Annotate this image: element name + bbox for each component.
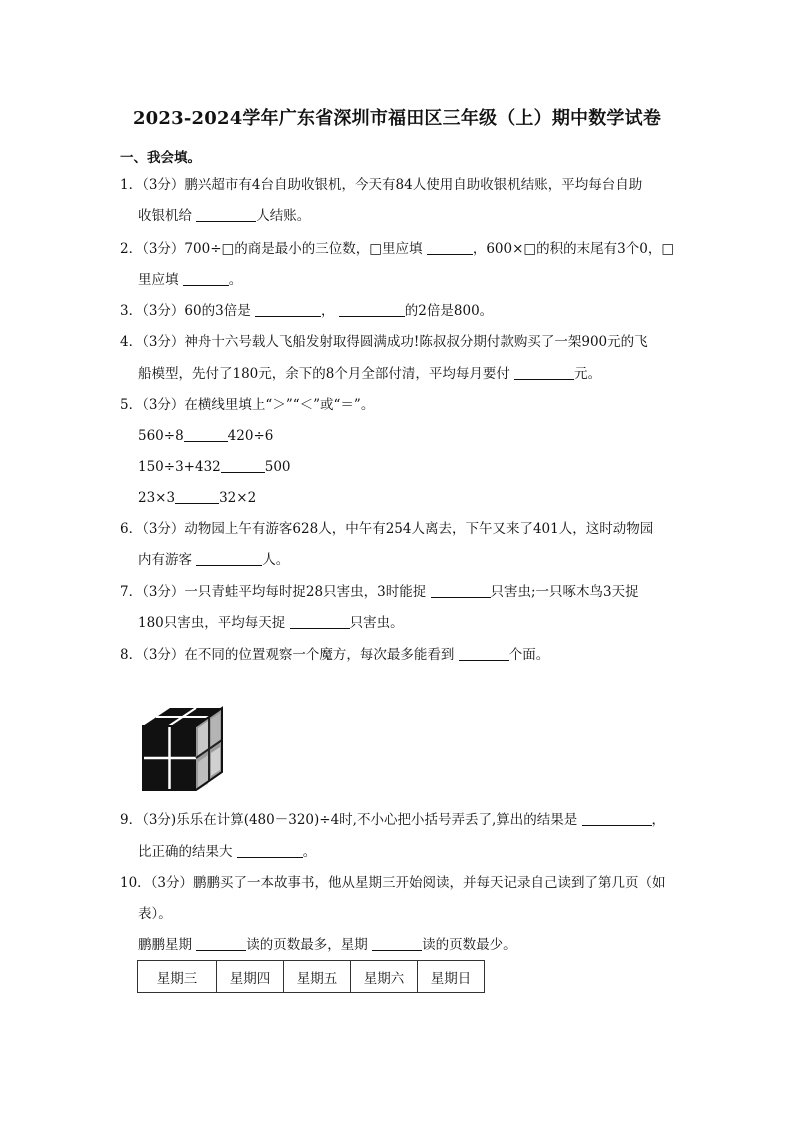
answer-blank[interactable] xyxy=(183,272,229,286)
question-9-line-1: 9．（3分)乐乐在计算(480－320)÷4时,不小心把小括号弄丢了,算出的结果是 ， xyxy=(120,812,666,828)
answer-blank[interactable] xyxy=(196,937,246,951)
question-5: 5．（3分）在横线里填上“＞”“＜”或“＝”。 xyxy=(120,397,375,413)
comparison-3: 23×3 32×2 xyxy=(138,490,257,506)
page-title: 2023-2024学年广东省深圳市福田区三年级（上）期中数学试卷 xyxy=(132,108,662,129)
question-6-line-2: 内有游客 人。 xyxy=(138,552,290,568)
table-cell: 星期六 xyxy=(351,961,418,993)
answer-blank[interactable] xyxy=(431,584,491,598)
table-cell: 星期三 xyxy=(138,961,217,993)
question-9-line-2: 比正确的结果大 。 xyxy=(138,844,317,860)
question-2-line-1: 2．（3分）700÷□的商是最小的三位数，□里应填 ，600×□的积的末尾有3个0，□ xyxy=(120,241,675,257)
answer-blank[interactable] xyxy=(237,844,303,858)
answer-blank[interactable] xyxy=(255,303,321,317)
answer-blank[interactable] xyxy=(221,459,265,473)
section-heading: 一、我会填。 xyxy=(120,150,201,166)
question-3: 3．（3分）60的3倍是 ， 的2倍是800。 xyxy=(120,303,494,319)
question-10-line-3: 鹏鹏星期 读的页数最多，星期 读的页数最少。 xyxy=(138,937,517,953)
question-7-line-1: 7．（3分）一只青蛙平均每时捉28只害虫，3时能捉 只害虫;一只啄木鸟3天捉 xyxy=(120,584,639,600)
table-cell: 星期五 xyxy=(284,961,351,993)
comparison-1: 560÷8 420÷6 xyxy=(138,428,274,444)
question-4-line-1: 4．（3分）神舟十六号载人飞船发射取得圆满成功!陈叔叔分期付款购买了一架900元的飞 xyxy=(120,334,648,350)
question-6-line-1: 6．（3分）动物园上午有游客628人，中午有254人离去，下午又来了401人，这时动物园 xyxy=(120,521,654,537)
question-8: 8．（3分）在不同的位置观察一个魔方，每次最多能看到 个面。 xyxy=(120,647,550,663)
question-10-line-1: 10．（3分）鹏鹏买了一本故事书，他从星期三开始阅读，并每天记录自己读到了第几页（如 xyxy=(120,875,666,891)
question-2-line-2: 里应填 。 xyxy=(138,272,243,288)
reading-table xyxy=(137,960,485,993)
comparison-2: 150÷3+432 500 xyxy=(138,459,291,475)
answer-blank[interactable] xyxy=(514,366,574,380)
answer-blank[interactable] xyxy=(582,812,652,826)
answer-blank[interactable] xyxy=(175,490,219,504)
answer-blank[interactable] xyxy=(196,208,256,222)
question-1-line-2: 收银机给 人结账。 xyxy=(138,208,311,224)
answer-blank[interactable] xyxy=(339,303,405,317)
answer-blank[interactable] xyxy=(196,552,262,566)
question-1-line-1: 1．（3分）鹏兴超市有4台自助收银机，今天有84人使用自助收银机结账，平均每台自助 xyxy=(120,177,643,193)
table-cell: 星期日 xyxy=(418,961,485,993)
answer-blank[interactable] xyxy=(184,428,228,442)
answer-blank[interactable] xyxy=(372,937,422,951)
question-7-line-2: 180只害虫，平均每天捉 只害虫。 xyxy=(138,615,404,631)
answer-blank[interactable] xyxy=(427,241,473,255)
table-row xyxy=(138,961,485,993)
answer-blank[interactable] xyxy=(290,615,350,629)
answer-blank[interactable] xyxy=(459,647,509,661)
table-cell: 星期四 xyxy=(217,961,284,993)
question-4-line-2: 船模型，先付了180元，余下的8个月全部付清，平均每月要付 元。 xyxy=(138,366,602,382)
question-10-line-2: 表）。 xyxy=(138,906,172,922)
rubiks-cube-icon xyxy=(138,704,230,794)
